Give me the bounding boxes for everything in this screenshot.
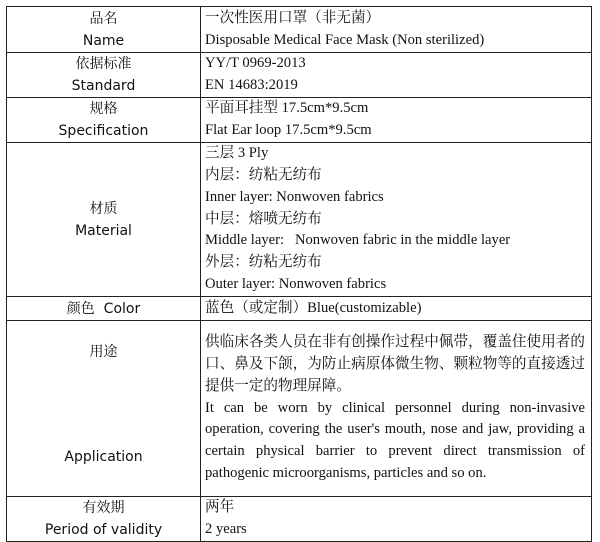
- value-line: Disposable Medical Face Mask (Non sterilized): [205, 31, 485, 48]
- label-cn: 依据标准: [75, 56, 132, 72]
- value-line: 2 years: [205, 521, 247, 537]
- table-row-standard: [7, 53, 592, 98]
- label-cn: 材质: [89, 200, 118, 217]
- value-line: 一次性医用口罩（非无菌）: [205, 9, 381, 26]
- label-cell: [7, 497, 201, 542]
- value-line: 外层：纺粘无纺布: [205, 254, 322, 271]
- value-line: Middle layer: Nonwoven fabric in the middle layer: [205, 232, 511, 249]
- label-cn: 用途: [89, 344, 118, 360]
- value-line: Flat Ear loop 17.5cm*9.5cm: [205, 122, 372, 138]
- value-line: Inner layer: Nonwoven fabrics: [205, 188, 384, 205]
- label-cn: 有效期: [82, 500, 125, 516]
- label-cn: 规格: [89, 101, 118, 117]
- product-spec-table: [6, 6, 592, 542]
- value-line: Outer layer: Nonwoven fabrics: [205, 275, 387, 292]
- label-en: Application: [64, 449, 143, 465]
- label-single: 颜色 Color: [66, 300, 141, 317]
- product-spec-table-wrapper: [6, 6, 592, 542]
- value-cell: [201, 7, 592, 53]
- table-row-color: [7, 297, 592, 321]
- value-paragraph-en: It can be worn by clinical personnel during non-invasive operation, covering the user's mouth, nose and jaw, providing a certain physical barrier to prevent direct transmission of pathogenic microorganisms, particles and so on.: [205, 399, 585, 481]
- value-line: EN 14683:2019: [205, 77, 298, 93]
- value-line: 两年: [205, 499, 235, 516]
- label-cn: 品名: [89, 10, 118, 27]
- label-cell: [7, 7, 201, 53]
- label-en: Standard: [71, 78, 136, 94]
- label-cell: [7, 143, 201, 297]
- table-row-application: [7, 321, 592, 497]
- value-paragraph-cn: 供临床各类人员在非有创操作过程中佩带，覆盖住使用者的口、鼻及下颌，为防止病原体微生物、颗粒物等的直接透过提供一定的物理屏障。: [205, 334, 585, 394]
- value-cell: [201, 53, 592, 98]
- label-stack: [7, 321, 200, 496]
- value-line: 三层 3 Ply: [205, 145, 269, 162]
- label-en: Name: [82, 32, 125, 49]
- value-line: 中层：熔喷无纺布: [205, 210, 322, 227]
- table-row-validity: [7, 497, 592, 542]
- table-row-name: [7, 7, 592, 53]
- value-line: 平面耳挂型 17.5cm*9.5cm: [205, 100, 369, 117]
- label-cell: [7, 321, 201, 497]
- value-cell: [201, 143, 592, 297]
- value-line: YY/T 0969-2013: [205, 55, 306, 72]
- label-en: Material: [75, 222, 132, 239]
- value-cell: [201, 297, 592, 321]
- value-line: 蓝色（或定制）Blue(customizable): [205, 299, 422, 316]
- label-cell: [7, 297, 201, 321]
- value-cell: [201, 497, 592, 542]
- value-cell: [201, 98, 592, 143]
- label-cell: [7, 98, 201, 143]
- table-row-material: [7, 143, 592, 297]
- label-cell: [7, 53, 201, 98]
- label-en: Specification: [58, 123, 149, 139]
- value-line: 内层：纺粘无纺布: [205, 167, 322, 183]
- label-en: Period of validity: [44, 522, 163, 538]
- value-cell: [201, 321, 592, 497]
- table-row-specification: [7, 98, 592, 143]
